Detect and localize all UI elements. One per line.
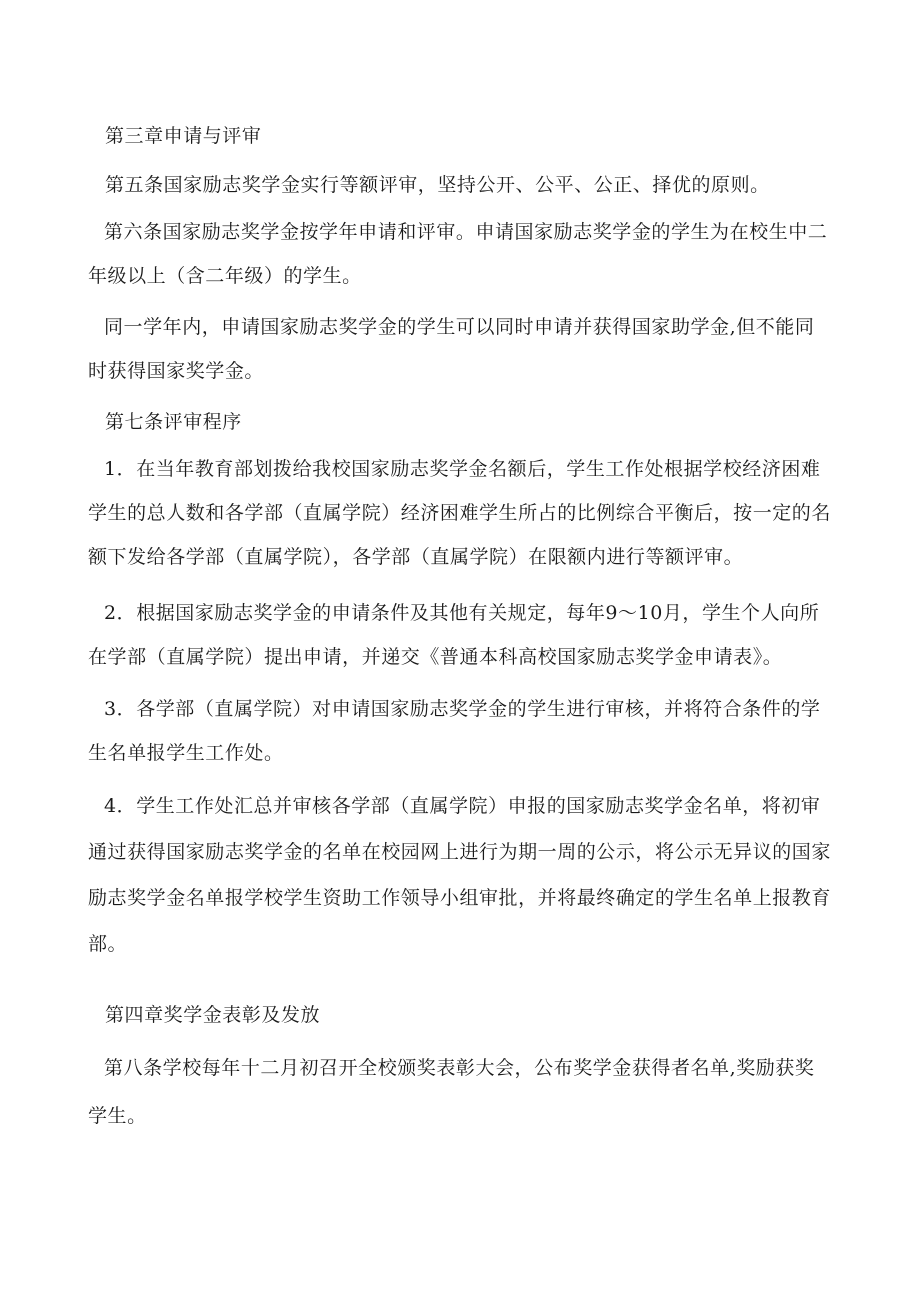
procedure-item-4: 4．学生工作处汇总并审核各学部（直属学院）申报的国家励志奖学金名单，将初审通过获得国家励志奖学金的名单在校园网上进行为期一周的公示，将公示无异议的国家励志奖学金名单报学校学生资助工作领导小组审批，并将最终确定的学生名单上报教育部。 [88,795,831,955]
chapter-heading-4: 第四章奖学金表彰及发放 [105,1004,321,1026]
article-6-continued: 同一学年内，申请国家励志奖学金的学生可以同时申请并获得国家助学金,但不能同时获得国家奖学金。 [88,316,815,382]
procedure-item-2: 2．根据国家励志奖学金的申请条件及其他有关规定，每年9～10月，学生个人向所在学部（直属学院）提出申请，并递交《普通本科高校国家励志奖学金申请表》。 [88,602,820,668]
article-7: 第七条评审程序 [105,411,242,433]
procedure-item-1: 1．在当年教育部划拨给我校国家励志奖学金名额后，学生工作处根据学校经济困难学生的总人数和各学部（直属学院）经济困难学生所占的比例综合平衡后，按一定的名额下发给各学部（直属学院），各学部（直属学院）在限额内进行等额评审。 [88,458,831,568]
article-6: 第六条国家励志奖学金按学年申请和评审。申请国家励志奖学金的学生为在校生中二年级以上（含二年级）的学生。 [88,221,828,287]
article-8: 第八条学校每年十二月初召开全校颁奖表彰大会，公布奖学金获得者名单,奖励获奖学生。 [88,1057,815,1127]
article-5: 第五条国家励志奖学金实行等额评审，坚持公开、公平、公正、择优的原则。 [105,174,770,196]
procedure-item-3: 3．各学部（直属学院）对申请国家励志奖学金的学生进行审核，并将符合条件的学生名单报学生工作处。 [88,698,821,764]
chapter-heading-3: 第三章申请与评审 [105,125,262,147]
